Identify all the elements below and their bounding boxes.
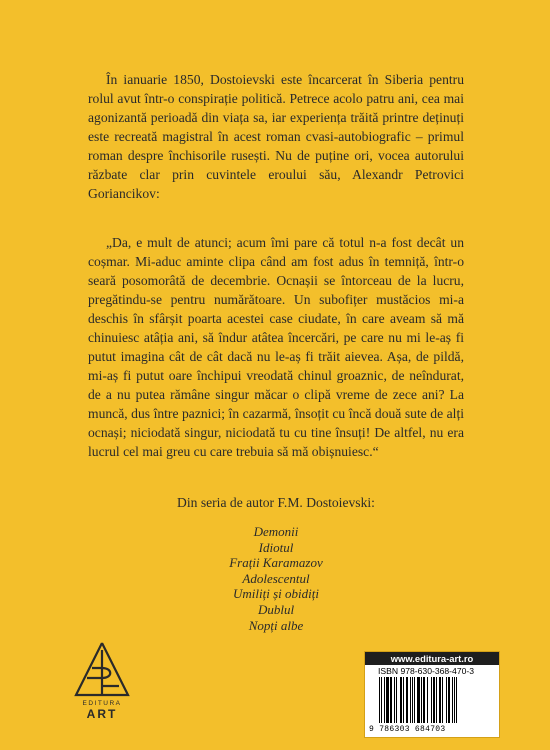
series-title: Demonii (253, 524, 299, 539)
barcode-bars-icon (379, 677, 487, 725)
isbn-label: ISBN 978-630-368-470-3 (378, 666, 475, 676)
barcode-panel (364, 651, 500, 738)
series-title: Dublul (257, 601, 295, 617)
series-title: Idiotul (258, 539, 294, 555)
publisher-website: www.editura-art.ro (365, 652, 499, 665)
publisher-logo-icon (73, 640, 131, 698)
series-list (88, 494, 464, 633)
barcode-digits: 9 786303 684703 (369, 725, 446, 734)
series-title: Frații Karamazov (229, 555, 323, 571)
series-title: Adolescentul (242, 570, 310, 586)
publisher-label: EDITURA (82, 700, 122, 707)
publisher-logo (62, 640, 142, 721)
series-title: Nopți albe (248, 617, 304, 633)
series-titles (88, 524, 464, 633)
publisher-name: ART (86, 707, 118, 721)
quote-paragraph: „Da, e mult de atunci; acum îmi pare că totul n-a fost decât un coșmar. Mi-aduc aminte clipa când am fost adus în temniță, într-o seară posomorâtă de decembrie. Ocnașii se întorceau de la lucru, pregătindu-se pentru numărătoare. Un subofițer mustăcios mi-a deschis în sfârșit poarta acestei case ciudate, în care aveam să mă chinuiesc atâția ani, să îndur atâtea încercări, pe care nu mi le-aș fi putut imagina cât de cât dacă nu le-aș fi trăit aievea. Așa, de pildă, mi-aș fi putut oare închipui vreodată chinul groaznic, de neîndurat, de a nu putea rămâne singur măcar o clipă vreme de zece ani? La muncă, dus între paznici; în cazarmă, însoțit cu încă două sute de alți ocnași; niciodată singur, niciodată tu cu tine însuți! De altfel, nu era lucrul cel mai greu cu care trebuia să mă obișnuiesc.“ (88, 235, 464, 459)
barcode (365, 677, 499, 737)
series-heading: Din seria de autor F.M. Dostoievski: (177, 495, 375, 510)
intro-paragraph: În ianuarie 1850, Dostoievski este încarcerat în Siberia pentru rolul avut într-o conspirație politică. Petrece acolo patru ani, cea mai agonizantă perioadă din viața sa, iar experiența trăită printre deținuți este recreată magistral în acest roman cvasi-autobiografic – primul roman despre închisorile rusești. Nu de puține ori, vocea autorului răzbate clar prin cuvintele eroului său, Alexandr Petrovici Goriancikov: (88, 72, 464, 201)
series-title: Umiliți și obidiți (233, 586, 319, 602)
